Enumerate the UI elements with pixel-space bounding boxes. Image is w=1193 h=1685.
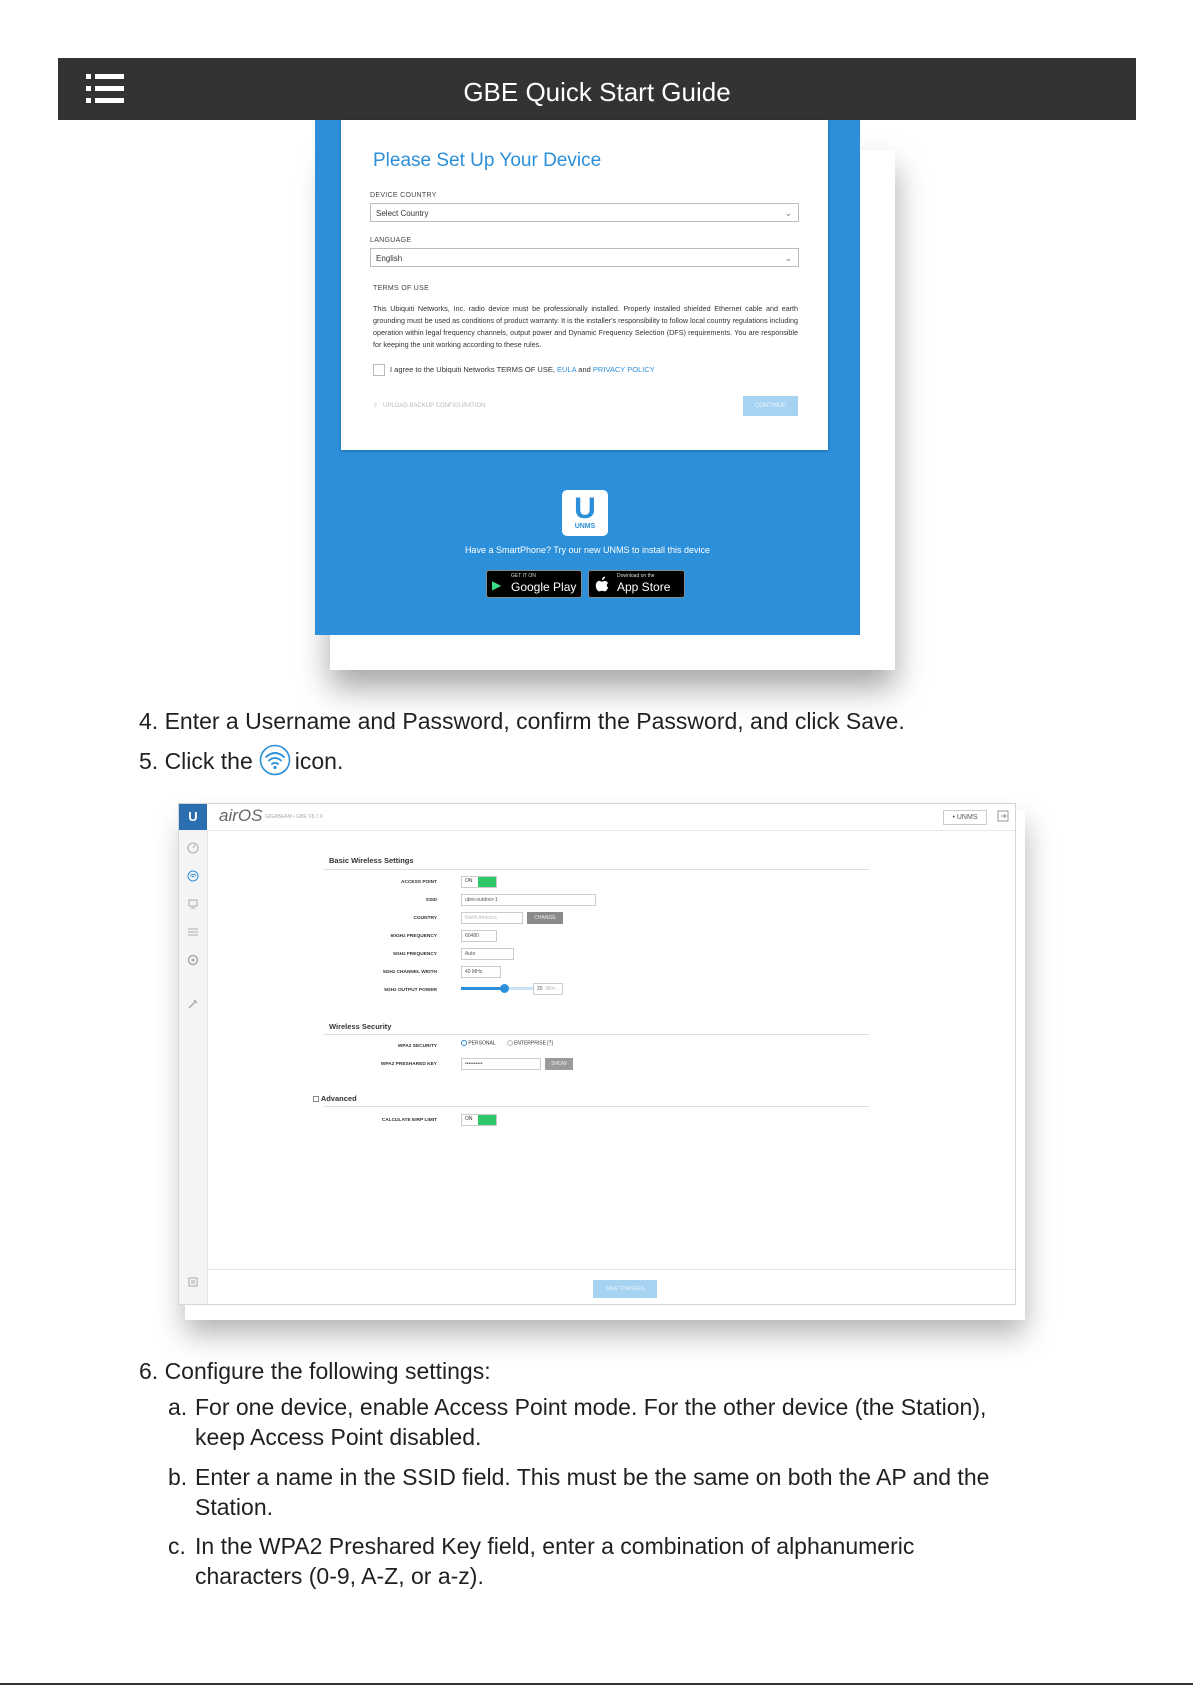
output-power-label: 5GHz OUTPUT POWER <box>384 988 437 993</box>
privacy-link[interactable]: PRIVACY POLICY <box>592 364 655 374</box>
unms-logo-text: UNMS <box>574 523 596 530</box>
ubiquiti-logo: U <box>179 804 207 830</box>
wireless-security-title: Wireless Security <box>329 1022 392 1031</box>
eula-link[interactable]: EULA <box>557 364 577 374</box>
step-5-suffix: icon. <box>294 748 344 774</box>
system-icon[interactable] <box>187 954 199 966</box>
step-6a-letter: a. <box>168 1394 188 1420</box>
log-icon[interactable] <box>187 1276 199 1288</box>
services-icon[interactable] <box>187 926 199 938</box>
airos-topbar <box>179 804 1015 831</box>
enterprise-radio-label: ENTERPRISE <box>513 1040 546 1047</box>
language-value: English <box>376 254 403 263</box>
step-6c-letter: c. <box>168 1533 186 1559</box>
channel-width-label: 5GHz CHANNEL WIDTH <box>382 970 437 975</box>
personal-radio-label: PERSONAL <box>468 1040 496 1047</box>
step-5-prefix: 5. Click the <box>139 748 253 774</box>
wireless-icon <box>259 744 291 776</box>
step-6b-text: Enter a name in the SSID field. This must be the same on both the AP and the Station. <box>195 1464 990 1520</box>
country-value: Select Country <box>376 209 429 218</box>
agree-and: and <box>578 364 591 374</box>
step-6b <box>168 1462 1048 1524</box>
continue-button[interactable]: CONTINUE <box>743 396 798 416</box>
ssid-label: SSID <box>425 898 437 903</box>
access-point-label: ACCESS POINT <box>401 880 437 885</box>
google-play-big: Google Play <box>511 580 577 594</box>
unms-logo <box>562 490 608 536</box>
output-power-input[interactable] <box>533 983 563 995</box>
channel-width-select[interactable]: 40 MHz <box>461 966 501 978</box>
step-6: 6. Configure the following settings: <box>139 1358 491 1384</box>
airos-footer <box>207 1269 1015 1305</box>
country-select[interactable] <box>370 203 799 222</box>
advanced-toggle[interactable] <box>313 1094 357 1103</box>
output-power-slider-knob[interactable] <box>500 984 509 993</box>
psk-label: WPA2 PRESHARED KEY <box>380 1062 437 1067</box>
toggle-on-fill <box>478 1115 496 1125</box>
play-icon: ▶ <box>492 578 502 592</box>
airos-screenshot <box>178 803 1016 1305</box>
advanced-title: Advanced <box>320 1094 357 1103</box>
header-bar <box>58 58 1136 120</box>
airos-sidebar <box>179 830 208 1304</box>
google-play-small: GET IT ON <box>511 573 536 579</box>
toggle-on-text: ON <box>465 1116 473 1122</box>
terms-text: This Ubiquiti Networks, Inc. radio device must be professionally installed. Properly installed shielded Ethernet cable and earth grounding must be used as conditions of product warranty. It is the installer's responsibility to follow local country regulations including operation within legal frequency channels, output power and Dynamic Frequency Selection (DFS) requirements. You are responsible for keeping the unit working according to these rules. <box>373 304 798 349</box>
toggle-on-fill <box>478 877 496 887</box>
agree-text: I agree to the Ubiquiti Networks TERMS OF USE, <box>390 364 555 374</box>
output-power-value: 20 <box>537 986 543 992</box>
freq5-select[interactable]: Auto <box>461 948 514 960</box>
country-label: DEVICE COUNTRY <box>370 192 437 199</box>
page-title: GBE Quick Start Guide <box>463 77 731 107</box>
step-5 <box>139 748 343 776</box>
airos-brand: airOS <box>219 806 263 825</box>
setup-card <box>341 120 828 450</box>
smartphone-text: Have a SmartPhone? Try our new UNMS to install this device <box>464 545 711 555</box>
change-country-button[interactable]: CHANGE <box>527 912 563 924</box>
apple-icon <box>595 576 609 592</box>
output-power-slider[interactable] <box>461 987 533 990</box>
output-power-unit: dBm <box>545 986 556 992</box>
section-divider <box>324 869 869 870</box>
section-divider <box>324 1106 869 1107</box>
enterprise-radio[interactable] <box>507 1040 513 1046</box>
step-6a <box>168 1392 1048 1454</box>
basic-wireless-title: Basic Wireless Settings <box>329 856 414 865</box>
step-4: 4. Enter a Username and Password, confirm the Password, and click Save. <box>139 708 905 734</box>
logout-icon[interactable] <box>997 810 1009 822</box>
chevron-down-icon: ⌄ <box>784 208 792 218</box>
personal-radio[interactable] <box>461 1040 467 1046</box>
unms-button[interactable]: • UNMS <box>943 810 987 825</box>
freq60-select[interactable]: 60480 <box>461 930 497 942</box>
upload-icon: ⇪ <box>373 403 379 409</box>
airos-subtitle: GIGABEAM • GBE V8.7.0 <box>265 814 323 820</box>
wpa2-radio-group <box>461 1040 553 1046</box>
language-label: LANGUAGE <box>370 237 412 244</box>
advanced-checkbox[interactable] <box>313 1096 319 1102</box>
access-point-toggle[interactable] <box>461 876 497 888</box>
network-icon[interactable] <box>187 898 199 910</box>
toggle-on-text: ON <box>465 878 473 884</box>
calculate-eirp-toggle[interactable] <box>461 1114 497 1126</box>
wpa2-security-label: WPA2 SECURITY <box>397 1044 437 1049</box>
unms-logo-mark: U <box>574 492 596 525</box>
calculate-eirp-label: CALCULATE EIRP LIMIT <box>381 1118 437 1123</box>
country-select[interactable]: North America <box>461 912 523 924</box>
app-store-button[interactable] <box>588 570 685 598</box>
tools-icon[interactable] <box>187 998 199 1010</box>
setup-device-screenshot <box>315 120 860 635</box>
terms-label: TERMS OF USE <box>373 285 430 292</box>
freq60-label: 60GHz FREQUENCY <box>390 934 437 939</box>
show-key-button[interactable]: SHOW <box>545 1058 573 1070</box>
wireless-icon[interactable] <box>187 870 199 882</box>
step-6c-text: In the WPA2 Preshared Key field, enter a combination of alphanumeric characters (0-9, A-Z, or a-z). <box>195 1533 915 1589</box>
upload-backup-text: UPLOAD BACKUP CONFIGURATION <box>383 403 486 409</box>
app-store-big: App Store <box>617 580 671 594</box>
psk-input[interactable]: •••••••••• <box>461 1058 541 1070</box>
step-6c <box>168 1531 1048 1593</box>
google-play-button[interactable] <box>486 570 582 598</box>
section-divider <box>324 1034 869 1035</box>
freq5-label: 5GHz FREQUENCY <box>393 952 437 957</box>
step-6b-letter: b. <box>168 1464 188 1490</box>
ssid-input[interactable]: ubnt-outdoor-1 <box>461 894 596 906</box>
dashboard-icon[interactable] <box>187 842 199 854</box>
chevron-down-icon: ⌄ <box>784 253 792 263</box>
info-icon: [?] <box>547 1040 553 1047</box>
save-changes-button[interactable]: SAVE CHANGES <box>593 1280 657 1298</box>
app-store-small: Download on the <box>617 573 655 579</box>
setup-title: Please Set Up Your Device <box>373 150 602 171</box>
language-select[interactable] <box>370 248 799 267</box>
agree-row <box>373 364 655 376</box>
step-6a-text: For one device, enable Access Point mode. For the other device (the Station), keep Access Point disabled. <box>195 1394 987 1450</box>
country-label: COUNTRY <box>413 916 437 921</box>
upload-backup-link[interactable] <box>373 402 486 409</box>
output-power-slider-fill <box>461 987 504 990</box>
agree-checkbox[interactable] <box>373 364 385 376</box>
